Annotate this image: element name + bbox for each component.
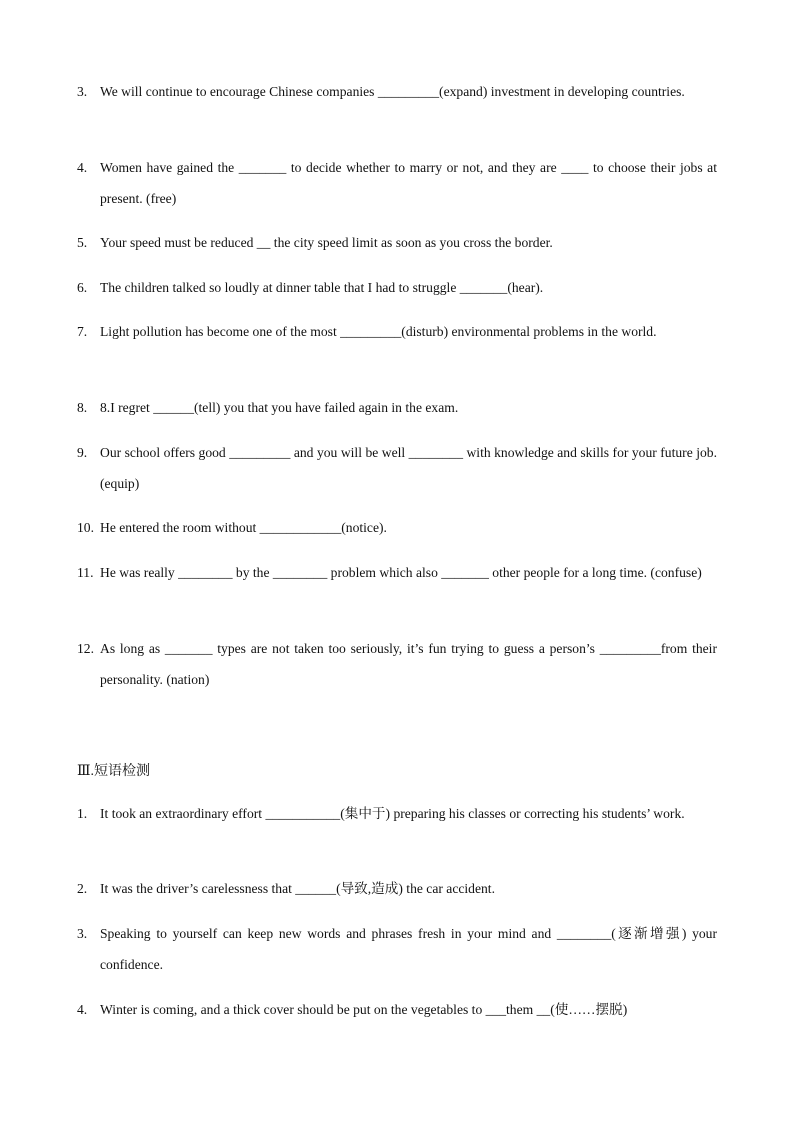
item-text: The children talked so loudly at dinner table that I had to struggle _______(hear). (100, 280, 544, 295)
item-number: 8. (77, 400, 88, 415)
section-title: Ⅲ.短语检测 (77, 764, 151, 779)
exercise-item-10 (77, 520, 717, 543)
item-text: Women have gained the _______ to decide whether to marry or not, and they are ____ to choose their jobs at present. (free) (100, 160, 717, 206)
item-number: 5. (77, 235, 88, 250)
phrase-item-4 (77, 1002, 717, 1025)
exercise-item-7 (77, 324, 717, 347)
item-number: 12. (77, 641, 94, 656)
exercise-item-11 (77, 565, 717, 588)
item-number: 1. (77, 806, 88, 821)
item-text: Light pollution has become one of the most _________(disturb) environmental problems in the world. (100, 324, 657, 339)
item-text: We will continue to encourage Chinese companies _________(expand) investment in developing countries. (100, 84, 685, 99)
item-number: 3. (77, 926, 88, 941)
item-text: He entered the room without ____________(notice). (100, 520, 387, 535)
item-text: It took an extraordinary effort ___________(集中于) preparing his classes or correcting his students’ work. (100, 806, 685, 821)
item-number: 4. (77, 1002, 88, 1017)
item-text: Your speed must be reduced __ the city speed limit as soon as you cross the border. (100, 235, 553, 250)
item-number: 9. (77, 445, 88, 460)
item-text: It was the driver’s carelessness that ______(导致,造成) the car accident. (100, 881, 495, 896)
item-text: Winter is coming, and a thick cover should be put on the vegetables to ___them __(使……摆脱) (100, 1002, 628, 1017)
item-number: 6. (77, 280, 88, 295)
item-number: 7. (77, 324, 88, 339)
phrase-item-2 (77, 881, 717, 904)
item-text: As long as _______ types are not taken too seriously, it’s fun trying to guess a person’s _________from their personality. (nation) (100, 641, 717, 687)
exercise-item-9 (77, 445, 717, 499)
phrase-item-3 (77, 926, 717, 980)
item-number: 2. (77, 881, 88, 896)
exercise-item-12 (77, 641, 717, 695)
item-text: 8.I regret ______(tell) you that you have failed again in the exam. (100, 400, 459, 415)
phrase-item-1 (77, 806, 717, 829)
exercise-item-3 (77, 84, 717, 107)
item-number: 3. (77, 84, 88, 99)
exercise-item-4 (77, 160, 717, 214)
item-text: He was really ________ by the ________ problem which also _______ other people for a long time. (confuse) (100, 565, 702, 580)
item-number: 10. (77, 520, 94, 535)
item-text: Our school offers good _________ and you will be well ________ with knowledge and skills for your future job. (equip) (100, 445, 717, 491)
item-number: 11. (77, 565, 94, 580)
item-number: 4. (77, 160, 88, 175)
exercise-item-6 (77, 280, 717, 303)
item-text: Speaking to yourself can keep new words and phrases fresh in your mind and ________(逐渐增强) your confidence. (100, 926, 717, 972)
exercise-item-5 (77, 235, 717, 258)
exercise-item-8 (77, 400, 717, 423)
